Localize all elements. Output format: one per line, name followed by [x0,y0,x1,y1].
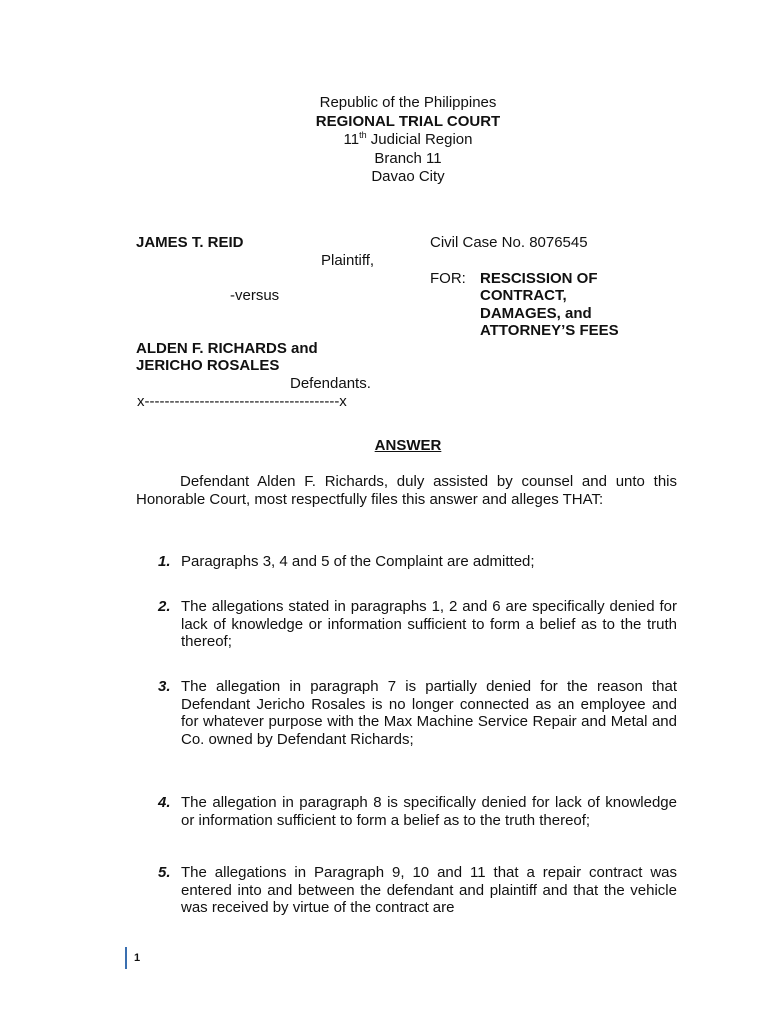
list-item [158,553,677,571]
page-number-accent-bar [125,947,127,969]
item-number: 5. [158,864,171,881]
item-text: The allegation in paragraph 7 is partially denied for the reason that Defendant Jericho Rosales is no longer connected as an employee and for whatever purpose with the Max Machine Service Repair and Metal and Co. owned by Defendant Richards; [181,678,677,748]
header-republic: Republic of the Philippines [319,94,497,111]
item-text: The allegation in paragraph 8 is specifically denied for lack of knowledge or information sufficient to form a belief as to the truth thereof; [181,794,677,829]
header-region [0,131,768,150]
document-title: ANSWER [374,437,442,454]
region-suffix: th [359,130,367,140]
for-line-1: RESCISSION OF [480,270,598,287]
defendant-label: Defendants. [290,375,371,392]
plaintiff-name: JAMES T. REID [136,234,244,251]
item-number: 3. [158,678,171,695]
item-text: Paragraphs 3, 4 and 5 of the Complaint are admitted; [181,553,535,570]
item-number: 2. [158,598,171,615]
header-city: Davao City [371,168,445,185]
defendant-line-2: JERICHO ROSALES [136,357,280,374]
page-number: 1 [134,952,141,964]
region-number: 11 [343,131,360,148]
item-number: 1. [158,553,171,570]
header-branch: Branch 11 [374,149,442,167]
for-line-3: DAMAGES, and [480,305,592,322]
versus-label: -versus [230,287,280,304]
header-court: REGIONAL TRIAL COURT [315,112,501,130]
court-header [0,94,768,187]
list-item [158,864,677,917]
for-line-4: ATTORNEY’S FEES [480,322,619,339]
list-item [158,598,677,651]
plaintiff-label: Plaintiff, [321,252,375,269]
intro-paragraph: Defendant Alden F. Richards, duly assisted by counsel and unto this Honorable Court, most respectfully files this answer and alleges THAT: [136,473,677,508]
for-line-2: CONTRACT, [480,287,567,304]
item-text: The allegations stated in paragraphs 1, 2 and 6 are specifically denied for lack of knowledge or information sufficient to form a belief as to the truth thereof; [181,598,677,651]
caption-separator: x---------------------------------------x [137,393,347,410]
defendant-line-1: ALDEN F. RICHARDS and [136,340,318,357]
for-label: FOR: [430,270,466,287]
list-item [158,678,677,748]
item-number: 4. [158,794,171,811]
list-item [158,794,677,829]
region-text: Judicial Region [366,131,473,148]
item-text: The allegations in Paragraph 9, 10 and 11 that a repair contract was entered into and between the defendant and plaintiff and that the vehicle was received by virtue of the contract are [181,864,677,917]
case-number: Civil Case No. 8076545 [430,234,588,251]
